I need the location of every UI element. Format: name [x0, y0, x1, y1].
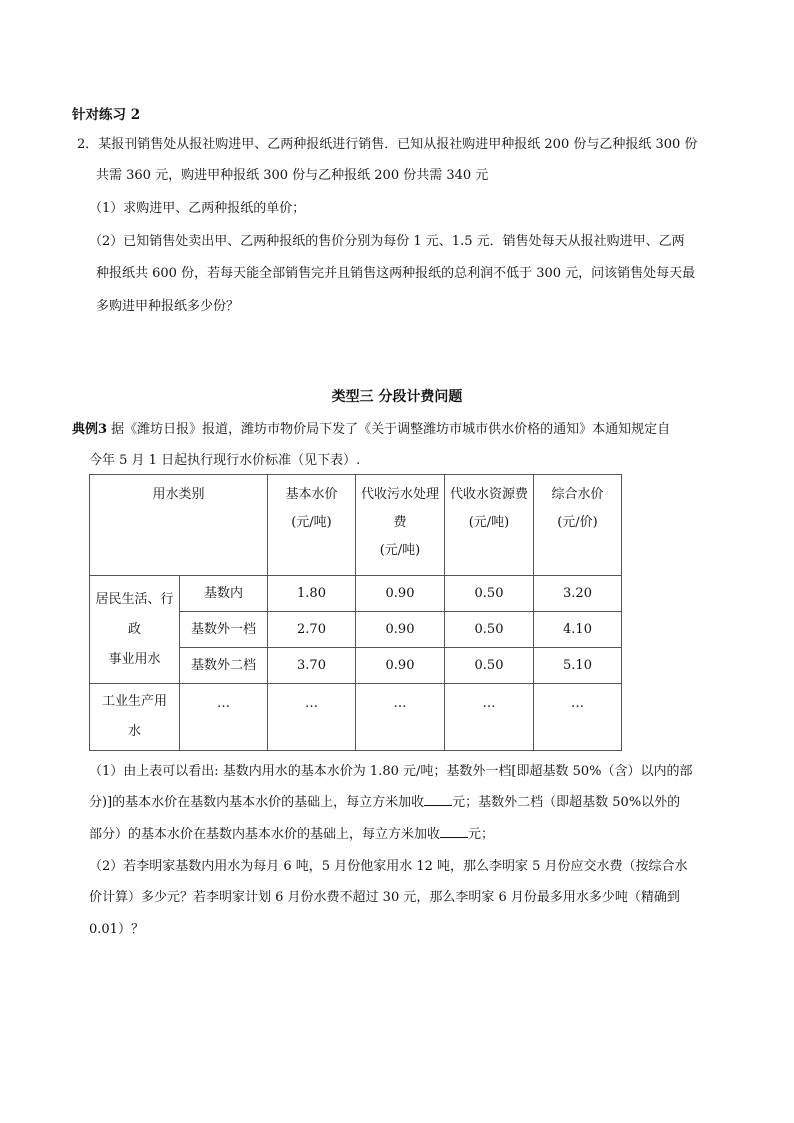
- example-intro-line-1: [72, 418, 670, 437]
- answer-blank-1[interactable]: [424, 793, 452, 806]
- practice-question-1: （1）求购进甲、乙两种报纸的单价；: [89, 201, 306, 216]
- section-title: 类型三 分段计费问题: [331, 389, 463, 405]
- basic-price-cell: 1.80: [268, 576, 356, 612]
- basic-price-cell: 3.70: [268, 648, 356, 684]
- example-label: 典例3: [72, 422, 108, 437]
- basic-price-cell: …: [268, 684, 356, 751]
- practice-question-2-line-2: 种报纸共 600 份，若每天能全部销售完并且销售这两种报纸的总利润不低于 300 元，问该销售处每天最: [96, 266, 696, 281]
- practice-problem-line-1: 2．某报刊销售处从报社购进甲、乙两种报纸进行销售．已知从报社购进甲种报纸 200 份与乙种报纸 300 份: [77, 137, 698, 152]
- resource-fee-cell: 0.50: [445, 576, 534, 612]
- example-intro-text: 据《潍坊日报》报道，潍坊市物价局下发了《关于调整潍坊市城市供水价格的通知》本通知规定自: [107, 422, 671, 437]
- table-header-row: [90, 475, 622, 576]
- tier-cell: 基数外二档: [180, 648, 268, 684]
- header-resource-fee: 代收水资源费 (元/吨): [445, 475, 534, 576]
- header-sewage-fee: 代收污水处理 费 (元/吨): [356, 475, 445, 576]
- tier-cell: 基数内: [180, 576, 268, 612]
- resource-fee-cell: 0.50: [445, 648, 534, 684]
- header-total-price: 综合水价 (元/价): [534, 475, 622, 576]
- sewage-fee-cell: 0.90: [356, 648, 445, 684]
- resource-fee-cell: …: [445, 684, 534, 751]
- resource-fee-cell: 0.50: [445, 612, 534, 648]
- question-2-line-1: （2）若李明家基数内用水为每月 6 吨，5 月份他家用水 12 吨，那么李明家 5 月份应交水费（按综合水: [89, 859, 688, 874]
- example-intro-line-2: 今年 5 月 1 日起执行现行水价标准（见下表）.: [89, 453, 361, 468]
- water-price-table: [89, 474, 622, 751]
- answer-blank-2[interactable]: [440, 825, 468, 838]
- total-price-cell: 4.10: [534, 612, 622, 648]
- tier-cell: 基数外一档: [180, 612, 268, 648]
- question-1-line-2: 分)]的基本水价在基数内基本水价的基础上，每立方米加收 元；基数外二档（即超基数 50%以外的: [89, 795, 681, 810]
- total-price-cell: 5.10: [534, 648, 622, 684]
- header-category: 用水类别: [90, 475, 268, 576]
- question-2-line-3: 0.01）？: [89, 922, 144, 937]
- tier-cell: …: [180, 684, 268, 751]
- basic-price-cell: 2.70: [268, 612, 356, 648]
- group-residential-label: 居民生活、行 政 事业用水: [90, 576, 180, 684]
- group-industrial-label: 工业生产用 水: [90, 684, 180, 751]
- sewage-fee-cell: 0.90: [356, 576, 445, 612]
- practice-problem-line-2: 共需 360 元，购进甲种报纸 300 份与乙种报纸 200 份共需 340 元: [96, 168, 489, 183]
- practice-heading: 针对练习 2: [72, 107, 141, 123]
- practice-question-2-line-3: 多购进甲种报纸多少份？: [96, 299, 240, 314]
- sewage-fee-cell: 0.90: [356, 612, 445, 648]
- total-price-cell: …: [534, 684, 622, 751]
- question-1-line-3: 部分）的基本水价在基数内基本水价的基础上，每立方米加收 元；: [89, 827, 495, 842]
- practice-question-2-line-1: （2）已知销售处卖出甲、乙两种报纸的售价分别为每份 1 元、1.5 元．销售处每天从报社购进甲、乙两: [89, 234, 685, 249]
- table-row: [90, 576, 622, 612]
- total-price-cell: 3.20: [534, 576, 622, 612]
- question-2-line-2: 价计算）多少元？若李明家计划 6 月份水费不超过 30 元，那么李明家 6 月份最多用水多少吨（精确到: [89, 890, 680, 905]
- table-row: [90, 684, 622, 751]
- sewage-fee-cell: …: [356, 684, 445, 751]
- header-basic-price: 基本水价 (元/吨): [268, 475, 356, 576]
- question-1-line-1: （1）由上表可以看出: 基数内用水的基本水价为 1.80 元/吨；基数外一档[即超基数 50%（含）以内的部: [89, 764, 693, 779]
